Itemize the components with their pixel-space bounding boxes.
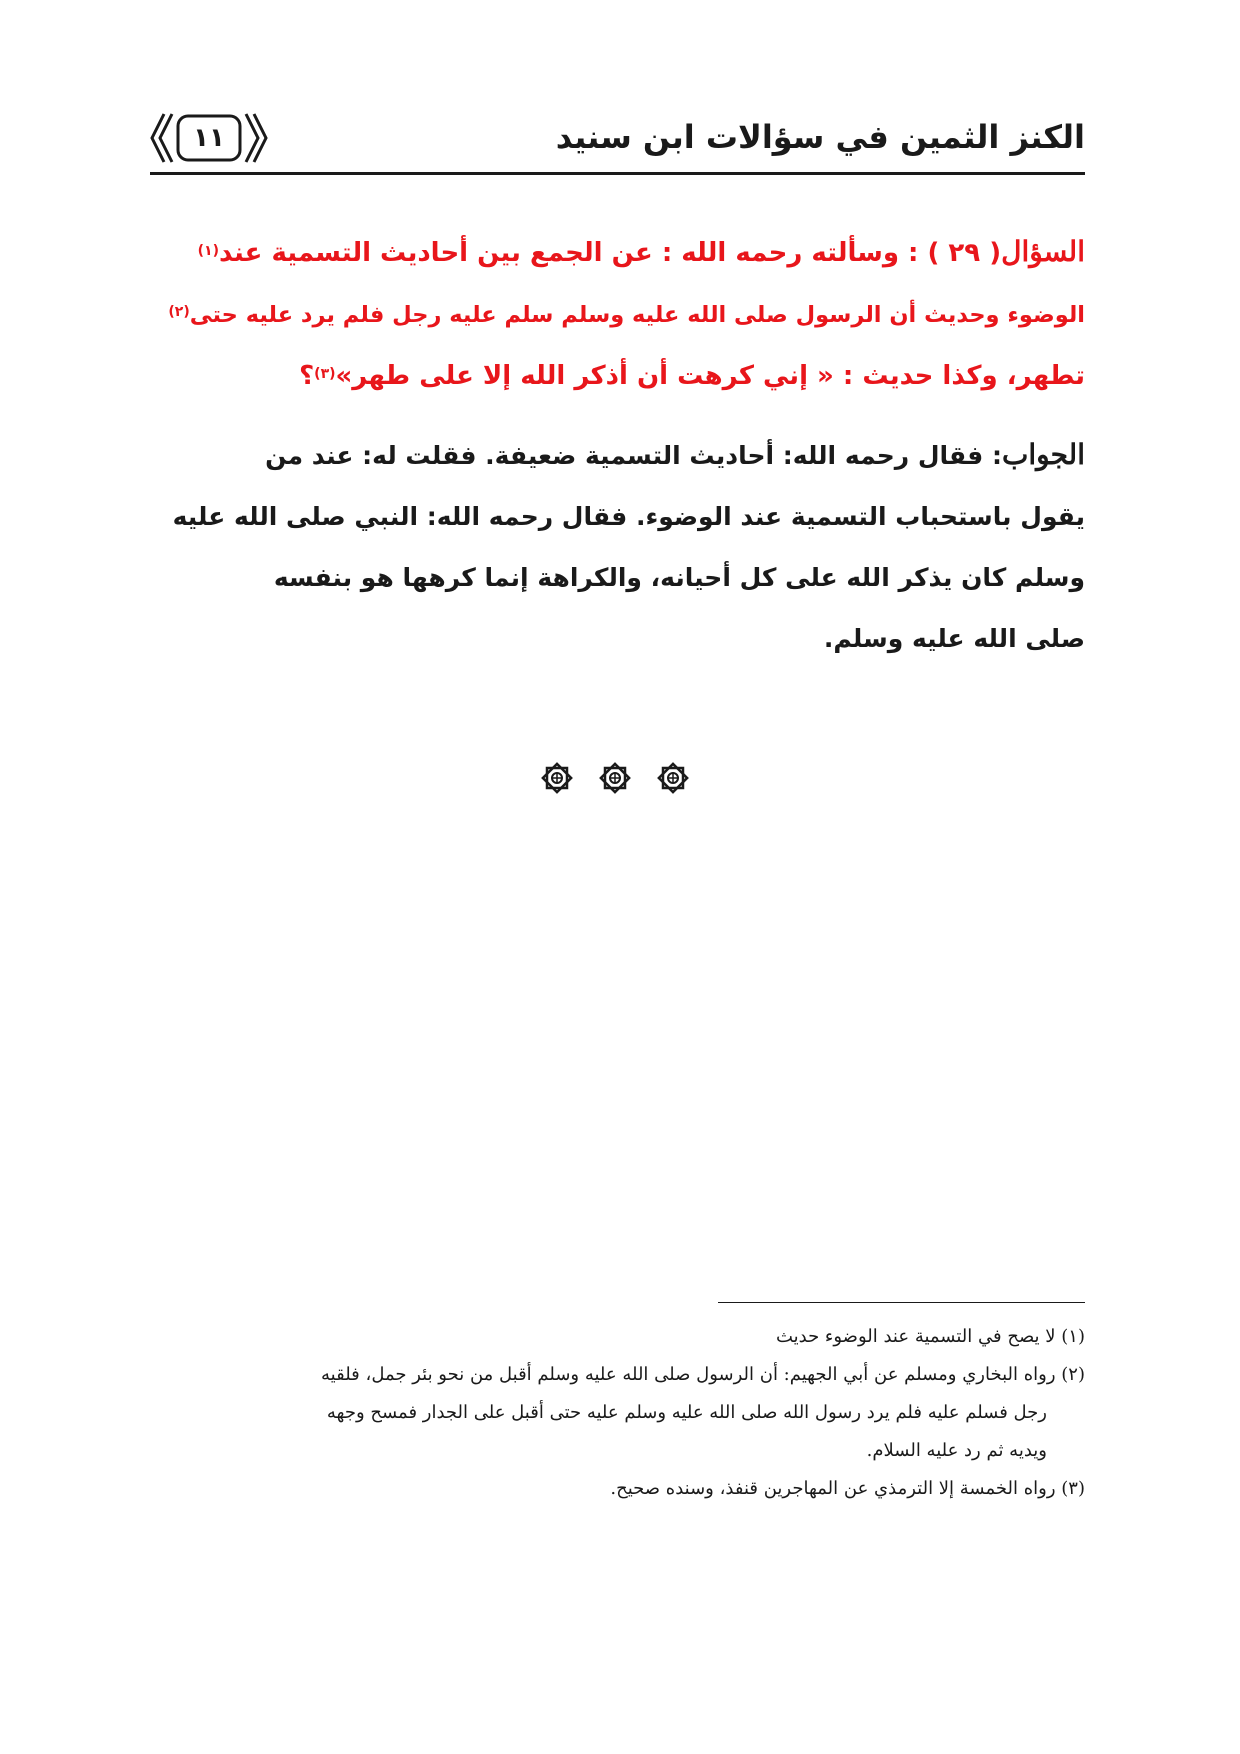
footnote-divider <box>718 1302 1085 1303</box>
question-label: السؤال <box>1001 235 1085 268</box>
page-number-badge <box>150 112 268 164</box>
page-number: ١١ <box>193 123 225 153</box>
header-divider <box>150 172 1085 175</box>
star-ornament-icon <box>598 761 632 795</box>
question-text-3: تطهر، وكذا حديث : « إني كرهت أن أذكر الله إلا على طهر» <box>335 361 1085 391</box>
footnote-ref-1[interactable]: (١) <box>197 243 219 259</box>
footnote-3: (٣) رواه الخمسة إلا الترمذي عن المهاجرين قنفذ، وسنده صحيح. <box>610 1478 1085 1499</box>
question-line-2 <box>150 283 1085 345</box>
star-ornament-icon <box>656 761 690 795</box>
footnote-2-continued: ويديه ثم رد عليه السلام. <box>866 1440 1047 1461</box>
answer-block <box>150 424 1085 669</box>
answer-line-2: يقول باستحباب التسمية عند الوضوء. فقال رحمه الله: النبي صلى الله عليه <box>172 502 1085 531</box>
answer-label: الجواب <box>1002 438 1085 471</box>
question-line-3 <box>150 345 1085 406</box>
footnote-1: (١) لا يصح في التسمية عند الوضوء حديث <box>775 1326 1085 1347</box>
footnote-ref-3[interactable]: (٣) <box>314 366 336 382</box>
page-header <box>150 108 1085 176</box>
footnote-ref-2[interactable]: (٢) <box>168 304 190 320</box>
star-ornament-icon <box>540 761 574 795</box>
question-line-1 <box>150 222 1085 283</box>
answer-text-1: : فقال رحمه الله: أحاديث التسمية ضعيفة. فقلت له: عند من <box>265 441 1002 470</box>
answer-line-3: وسلم كان يذكر الله على كل أحيانه، والكراهة إنما كرهها هو بنفسه <box>273 563 1085 592</box>
question-mark: ؟ <box>299 361 315 391</box>
answer-line-1 <box>150 424 1085 486</box>
footnote-2-continued: رجل فسلم عليه فلم يرد رسول الله صلى الله عليه وسلم عليه حتى أقبل على الجدار فمسح وجهه <box>326 1402 1047 1423</box>
question-text-1: ( ٢٩ ) : وسألته رحمه الله : عن الجمع بين أحاديث التسمية عند <box>219 238 1002 268</box>
footnote-2: (٢) رواه البخاري ومسلم عن أبي الجهيم: أن الرسول صلى الله عليه وسلم أقبل من نحو بئر جمل، فلقيه <box>321 1364 1085 1385</box>
answer-line-4: صلى الله عليه وسلم. <box>823 624 1085 653</box>
question-block <box>150 222 1085 406</box>
question-text-2: الوضوء وحديث أن الرسول صلى الله عليه وسلم سلم عليه رجل فلم يرد عليه حتى <box>189 302 1085 328</box>
book-title: الكنز الثمين في سؤالات ابن سنيد <box>555 118 1085 156</box>
footnotes <box>150 1318 1085 1508</box>
section-separator <box>540 758 690 798</box>
